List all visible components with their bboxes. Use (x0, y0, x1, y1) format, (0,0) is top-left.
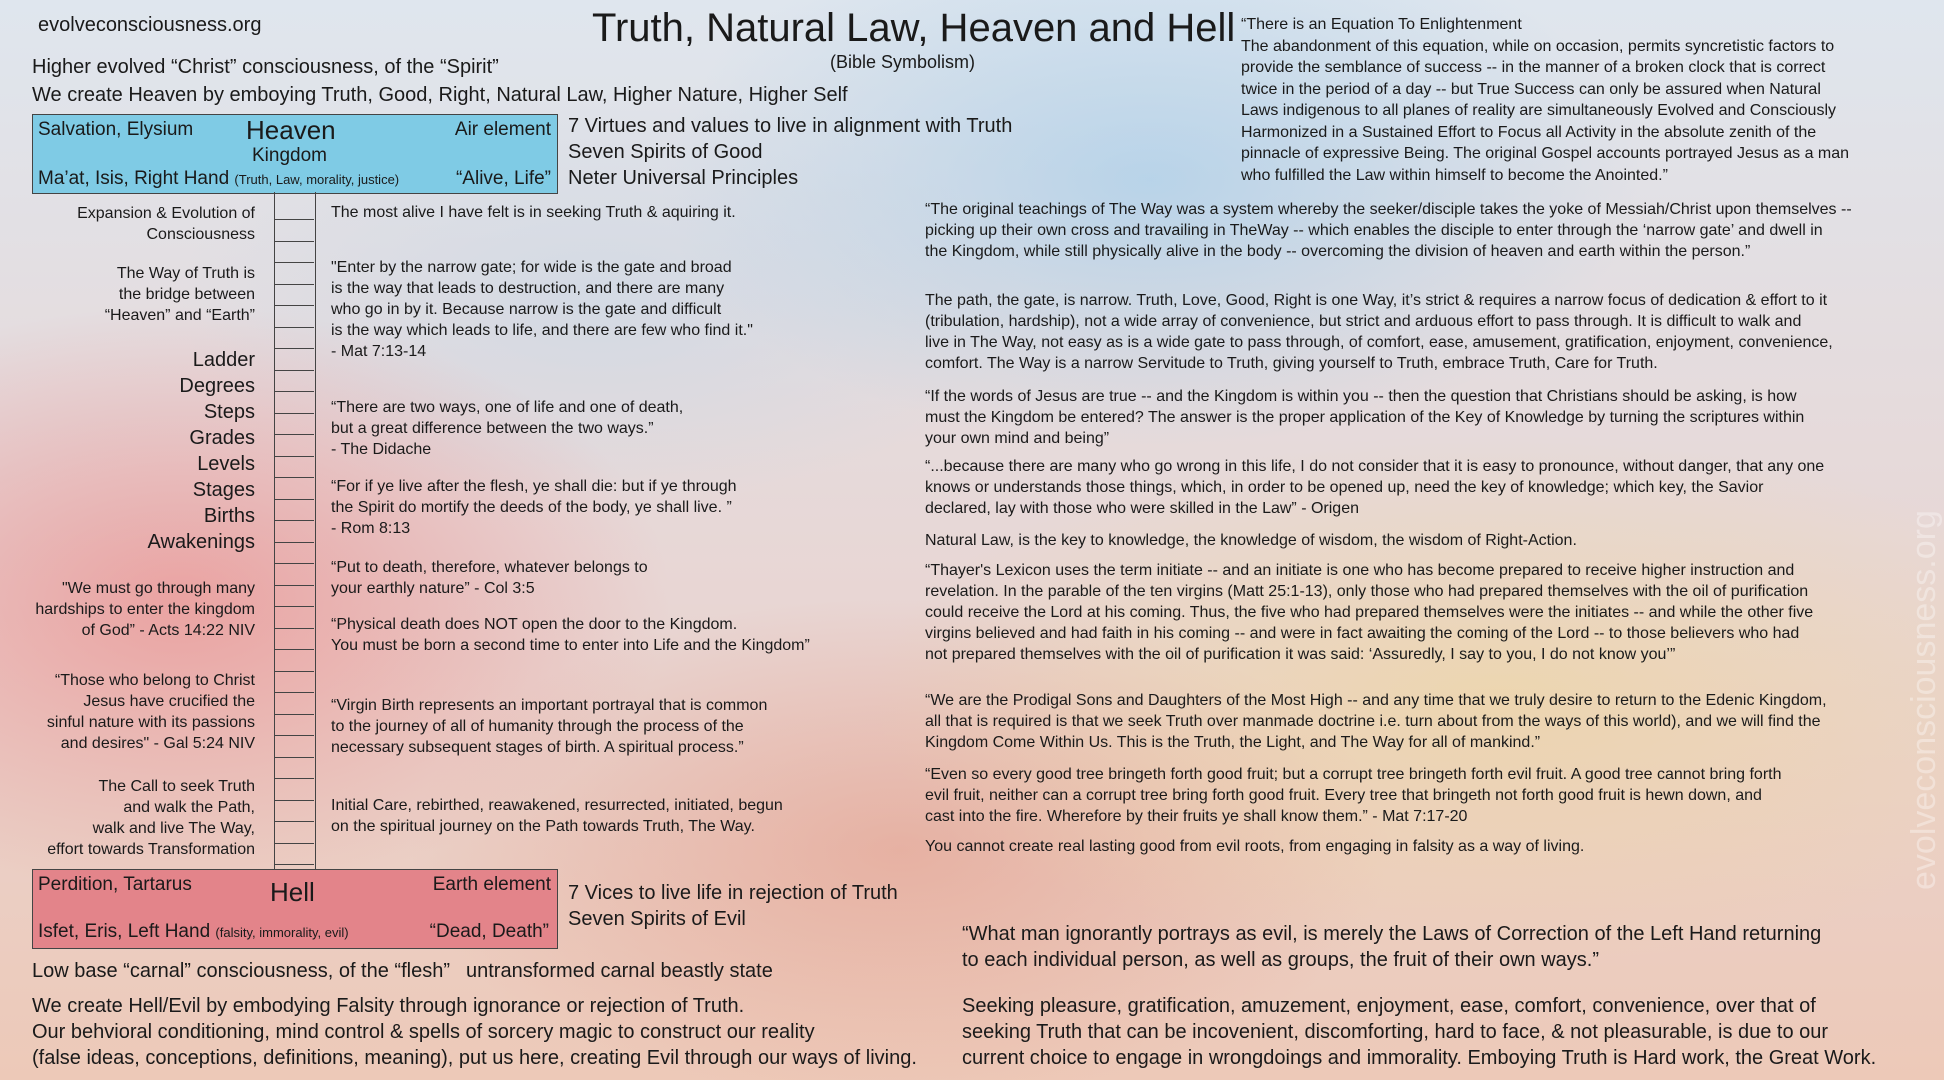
ladder-rung (274, 477, 314, 478)
text-line: Initial Care, rebirthed, reawakened, resurrected, initiated, begun (331, 797, 783, 814)
text-line: “Those who belong to Christ (54, 672, 255, 689)
text-line: “The original teachings of The Way was a system whereby the seeker/disciple takes the yoke of Messiah/Christ upon themselves -- (925, 201, 1852, 218)
ladder-rung (274, 563, 314, 564)
heaven-box (32, 114, 558, 194)
text-line: “Heaven” and “Earth” (104, 307, 255, 324)
text-line: your own mind and being” (925, 430, 1110, 447)
text-line: "Enter by the narrow gate; for wide is the gate and broad (331, 259, 732, 276)
ladder-word: Grades (189, 427, 255, 449)
ladder-rung (274, 606, 314, 607)
text-line: provide the semblance of success -- in the manner of a broken clock that is correct (1241, 59, 1826, 76)
mat-7-13-quote (331, 257, 753, 362)
text-line: (false ideas, conceptions, definitions, meaning), put us here, creating Evil through our ways of living. (32, 1047, 917, 1069)
text-line: (tribulation, hardship), not a wide array of convenience, but strict and arduous effort to pass through. It is difficult to walk and (925, 313, 1802, 330)
ladder-word: Levels (197, 453, 255, 475)
text-line: picking up their own cross and travailing in TheWay -- which enables the disciple to enter through the ‘narrow gate’ and dwell in (925, 222, 1823, 239)
text-line: walk and live The Way, (92, 820, 255, 837)
ladder-rung (274, 542, 314, 543)
most-alive-text: The most alive I have felt is in seeking Truth & aquiring it. (331, 204, 736, 221)
text-line: is the way that leads to destruction, and there are many (331, 280, 725, 297)
acts-quote (35, 578, 255, 641)
words-of-jesus-quote (925, 386, 1804, 449)
vice-line: 7 Vices to live life in rejection of Truth (568, 882, 898, 904)
ladder-rung (274, 692, 314, 693)
text-line: knows or understands those things, which, in order to be opened up, need the key of knowledge; which key, the Savior (925, 479, 1764, 496)
text-line: Our behvioral conditioning, mind control & spells of sorcery magic to construct our reality (32, 1021, 815, 1043)
ladder-rung (274, 757, 314, 758)
text-line: and walk the Path, (123, 799, 255, 816)
ladder-rung (274, 714, 314, 715)
text-line: current choice to engage in wrongdoings and immorality. Emboying Truth is Hard work, the Great Work. (962, 1047, 1877, 1069)
text-line: “Put to death, therefore, whatever belongs to (331, 559, 648, 576)
hell-box (32, 869, 558, 949)
virtue-line: Seven Spirits of Good (568, 141, 763, 163)
hell-bottom-left (38, 921, 349, 943)
didache-quote (331, 397, 683, 460)
ladder-rung (274, 843, 314, 844)
text-line: “We are the Prodigal Sons and Daughters of the Most High -- and any time that we truly desire to return to the Edenic Kingdom, (925, 692, 1827, 709)
heaven-bottom-left-main: Ma’at, Isis, Right Hand (38, 168, 230, 189)
text-line: not prepared themselves with the oil of purification it was said: ‘Assuredly, I say to you, I do not know you’” (925, 646, 1676, 663)
ladder-rung (274, 671, 314, 672)
original-teachings-quote (925, 199, 1852, 262)
text-line: revelation. In the parable of the ten virgins (Matt 25:1-13), only those who had prepared themselves with the oil of purification (925, 583, 1809, 600)
text-line: is the way which leads to life, and there are few who find it." (331, 322, 753, 339)
ladder-rung (274, 778, 314, 779)
text-line: who go in by it. Because narrow is the gate and difficult (331, 301, 722, 318)
ladder-word: Awakenings (147, 531, 255, 553)
heaven-top-left: Salvation, Elysium (38, 119, 194, 140)
text-line: - Rom 8:13 (331, 520, 411, 537)
prodigal-quote (925, 690, 1827, 753)
virtues-text (568, 113, 1012, 191)
text-line: “Physical death does NOT open the door to the Kingdom. (331, 616, 738, 633)
text-line: - The Didache (331, 441, 432, 458)
text-line: the Spirit do mortify the deeds of the body, ye shall live. ” (331, 499, 732, 516)
ladder-rung (274, 391, 314, 392)
text-line: but a great difference between the two ways.” (331, 420, 654, 437)
ladder-words (148, 347, 255, 555)
text-line: “...because there are many who go wrong in this life, I do not consider that it is easy to pronounce, without danger, that any one (925, 458, 1825, 475)
higher-consciousness-line: Higher evolved “Christ” consciousness, of the “Spirit” (32, 56, 499, 78)
thayer-quote (925, 560, 1813, 665)
text-line: all that is required is that we seek Truth over manmade doctrine i.e. turn about from the ways of this world), and we will find the (925, 713, 1821, 730)
text-line: and desires" - Gal 5:24 NIV (60, 735, 255, 752)
rom-8-13-quote (331, 476, 737, 539)
hell-bottom-left-note: (falsity, immorality, evil) (215, 925, 349, 940)
heaven-bottom-left (38, 168, 399, 190)
text-line: “If the words of Jesus are true -- and the Kingdom is within you -- then the question that Christians should be asking, is how (925, 388, 1797, 405)
origen-quote (925, 456, 1824, 519)
vice-line: Seven Spirits of Evil (568, 908, 746, 930)
hell-dead-label: “Dead, Death” (429, 921, 549, 942)
virgin-birth-quote (331, 695, 767, 758)
text-line: Harmonized in a Sustained Effort to Focus all Activity in the absolute zenith of the (1241, 123, 1817, 141)
hell-top-left: Perdition, Tartarus (38, 874, 192, 895)
text-line: “Thayer's Lexicon uses the term initiate -- and an initiate is one who has become prepared to receive higher instruction and (925, 562, 1795, 579)
ladder-word: Degrees (179, 375, 255, 397)
ladder-rung (274, 499, 314, 500)
site-name: evolveconsciousness.org (38, 14, 262, 36)
text-line: The abandonment of this equation, while on occasion, permits syncretistic factors to (1241, 37, 1835, 55)
gal-quote (47, 670, 255, 754)
text-line: “There are two ways, one of life and one of death, (331, 399, 684, 416)
heaven-alive-label: “Alive, Life” (455, 168, 551, 189)
text-line: virgins believed and had faith in his coming -- and were in fact awaiting the coming of the Lord -- to those believers who had (925, 625, 1800, 642)
text-line: sinful nature with its passions (46, 714, 255, 731)
ladder-rung (274, 305, 314, 306)
text-line: hardships to enter the kingdom (35, 601, 255, 618)
initial-care-text (331, 795, 783, 837)
page-subtitle: (Bible Symbolism) (830, 52, 976, 72)
text-line: “What man ignorantly portrays as evil, is merely the Laws of Correction of the Left Hand returning (962, 923, 1822, 945)
seeking-pleasure-text (962, 993, 1876, 1071)
ladder-rung (274, 800, 314, 801)
text-line: the bridge between (118, 286, 255, 303)
hell-earth-element: Earth element (432, 874, 551, 895)
heaven-air-element: Air element (454, 119, 551, 140)
text-line: pinnacle of expressive Being. The original Gospel accounts portrayed Jesus as a man (1241, 145, 1850, 162)
text-line: Laws indigenous to all planes of reality are simultaneously Evolved and Consciously (1241, 102, 1836, 119)
text-line: Seeking pleasure, gratification, amuzement, enjoyment, ease, comfort, convenience, over that of (962, 995, 1816, 1017)
text-line: We create Hell/Evil by embodying Falsity through ignorance or rejection of Truth. (32, 995, 745, 1017)
text-line: cast into the fire. Wherefore by their fruits ye shall know them.” - Mat 7:17-20 (925, 808, 1468, 825)
vices-text (568, 880, 898, 932)
text-line: "We must go through many (61, 580, 255, 597)
text-line: necessary subsequent stages of birth. A spiritual process.” (331, 739, 744, 756)
text-line: could receive the Lord at his coming. Thus, the five who had prepared themselves were the initiates -- and while the other five (925, 604, 1814, 621)
hell-label: Hell (270, 877, 315, 907)
evil-roots-text: You cannot create real lasting good from evil roots, from engaging in falsity as a way of living. (925, 838, 1585, 855)
ladder-rung (274, 327, 314, 328)
ladder-rung (274, 241, 314, 242)
text-line: of God” - Acts 14:22 NIV (81, 622, 255, 639)
text-line: Jesus have crucified the (83, 693, 255, 710)
text-line: who fulfilled the Law within himself to become the Anointed.” (1241, 166, 1668, 184)
ladder-rung (274, 348, 314, 349)
text-line: must the Kingdom be entered? The answer is the proper application of the Key of Knowledge by turning the scriptures within (925, 409, 1805, 426)
enlightenment-quote (1241, 14, 1849, 186)
text-line: “Even so every good tree bringeth forth good fruit; but a corrupt tree bringeth forth evil fruit. A good tree cannot bring forth (925, 766, 1782, 783)
virtue-line: Neter Universal Principles (568, 167, 799, 189)
text-line: evil fruit, neither can a corrupt tree bring forth good fruit. Every tree that bringeth not forth good fruit is hewn down, and (925, 787, 1762, 804)
text-line: on the spiritual journey on the Path towards Truth, The Way. (331, 818, 755, 835)
ladder-word: Stages (192, 479, 255, 501)
narrow-path-text (925, 290, 1833, 374)
ladder-word: Ladder (192, 349, 255, 371)
text-line: to each individual person, as well as groups, the fruit of their own ways.” (962, 949, 1599, 971)
heaven-kingdom-label: Kingdom (252, 145, 327, 166)
call-text (47, 776, 255, 860)
ladder-word: Steps (203, 401, 255, 423)
text-line: “Virgin Birth represents an important portrayal that is common (331, 697, 768, 714)
ladder-rung (274, 585, 314, 586)
text-line: Consciousness (146, 226, 255, 243)
heaven-bottom-left-note: (Truth, Law, morality, justice) (234, 172, 400, 187)
text-line: “For if ye live after the flesh, ye shall die: but if ye through (331, 478, 737, 495)
text-line: declared, lay with those who were skilled in the Law” - Origen (925, 500, 1359, 517)
text-line: “There is an Equation To Enlightenment (1241, 16, 1522, 33)
ladder-rung (274, 284, 314, 285)
text-line: The Call to seek Truth (98, 778, 255, 795)
natural-law-text: Natural Law, is the key to knowledge, the knowledge of wisdom, the wisdom of Right-Action. (925, 532, 1577, 549)
ladder-rung (274, 413, 314, 414)
text-line: the Kingdom, while still physically alive in the body -- overcoming the division of heaven and earth within the person.” (925, 243, 1751, 260)
ladder-word: Births (203, 505, 255, 527)
ladder-rung (274, 219, 314, 220)
page-title: Truth, Natural Law, Heaven and Hell (592, 6, 1236, 50)
ladder-rails (274, 192, 316, 869)
way-of-truth-text (105, 263, 255, 326)
carnal-state-line: untransformed carnal beastly state (466, 960, 773, 982)
ladder-rung (274, 262, 314, 263)
text-line: effort towards Transformation (47, 841, 255, 858)
laws-of-correction-quote (962, 921, 1821, 973)
text-line: comfort. The Way is a narrow Servitude to Truth, giving yourself to Truth, embrace Truth, Care for Truth. (925, 355, 1658, 372)
text-line: You must be born a second time to enter into Life and the Kingdom” (331, 637, 810, 654)
ladder-rung (274, 434, 314, 435)
ladder-rung (274, 649, 314, 650)
ladder-rung (274, 520, 314, 521)
create-heaven-line: We create Heaven by emboying Truth, Good, Right, Natural Law, Higher Nature, Higher Self (32, 84, 848, 106)
watermark: evolveconsciousness.org (1905, 510, 1943, 890)
ladder-rung (274, 735, 314, 736)
ladder-rung (274, 456, 314, 457)
text-line: live in The Way, not easy as is a wide gate to pass through, of comfort, ease, amusement, gratification, enjoyment, convenience, (925, 334, 1833, 351)
text-line: your earthly nature” - Col 3:5 (331, 580, 535, 597)
low-consciousness-line: Low base “carnal” consciousness, of the “flesh” (32, 960, 450, 982)
ladder-rung (274, 864, 314, 865)
ladder-rung (274, 370, 314, 371)
text-line: to the journey of all of humanity through the process of the (331, 718, 744, 735)
create-hell-text (32, 993, 917, 1071)
text-line: Expansion & Evolution of (77, 205, 255, 222)
text-line: The Way of Truth is (116, 265, 255, 282)
text-line: twice in the period of a day -- but True Success can only be assured when Natural (1241, 80, 1821, 98)
text-line: Kingdom Come Within Us. This is the Truth, the Light, and The Way for all of mankind.” (925, 734, 1541, 751)
text-line: The path, the gate, is narrow. Truth, Love, Good, Right is one Way, it’s strict & requires a narrow focus of dedication & effort to it (925, 292, 1828, 309)
ladder-rung (274, 628, 314, 629)
physical-death-quote (331, 614, 810, 656)
col-3-5-quote (331, 557, 648, 599)
heaven-label: Heaven (246, 115, 336, 145)
hell-bottom-left-main: Isfet, Eris, Left Hand (38, 921, 211, 942)
ladder-rung (274, 821, 314, 822)
virtue-line: 7 Virtues and values to live in alignment with Truth (568, 115, 1013, 137)
good-tree-quote (925, 764, 1782, 827)
text-line: seeking Truth that can be incovenient, discomforting, hard to face, & not pleasurable, is due to our (962, 1021, 1829, 1043)
expansion-text (77, 203, 255, 245)
text-line: - Mat 7:13-14 (331, 343, 427, 360)
